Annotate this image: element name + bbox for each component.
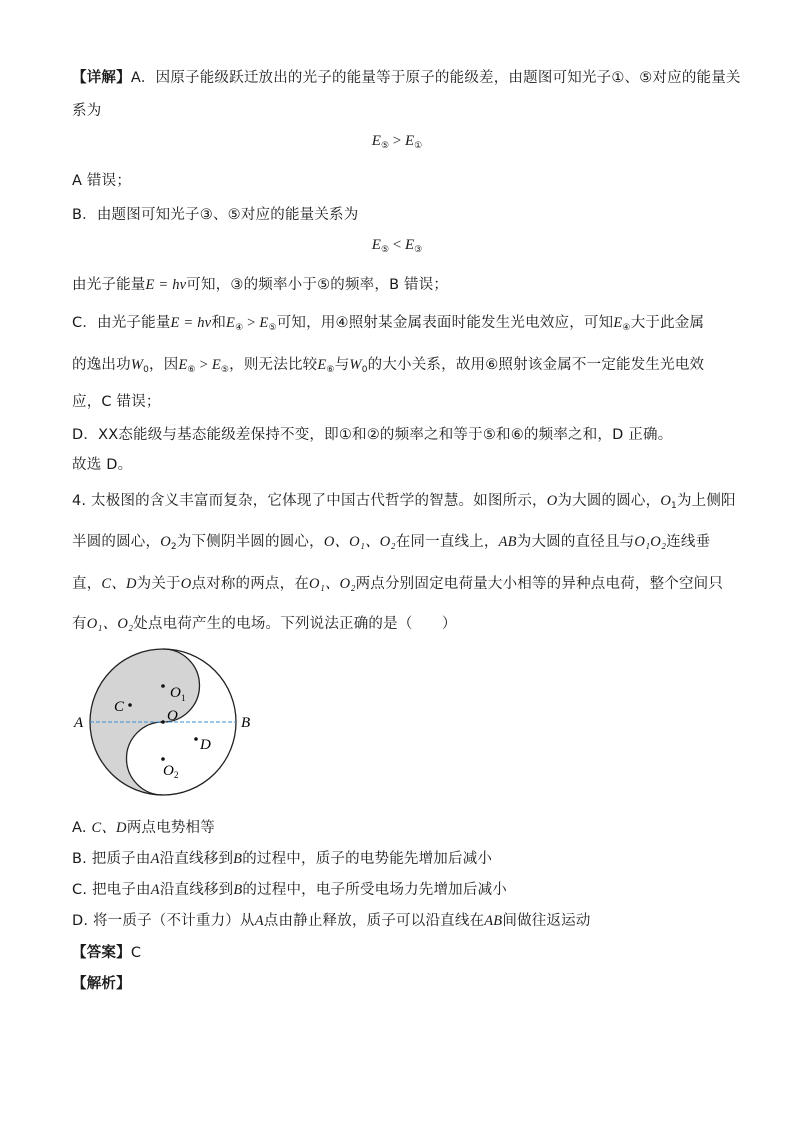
answer-value: C [130, 945, 142, 961]
analysis-line [72, 972, 131, 993]
option-c: C. 把电子由A沿直线移到B的过程中，电子所受电场力先增加后减小 [72, 882, 507, 898]
point-o2 [161, 757, 165, 761]
option-a: A. C、D两点电势相等 [72, 820, 215, 836]
detail-line-d2: 故选 D。 [72, 457, 133, 473]
label-o1-sub: 1 [181, 693, 186, 703]
label-b: B [241, 715, 251, 731]
option-d: D. 将一质子（不计重力）从A点由静止释放，质子可以沿直线在AB间做往返运动 [72, 913, 591, 929]
answer-line [72, 941, 141, 962]
point-o1 [161, 684, 165, 688]
question-line-3: 直，C、D为关于O点对称的两点，在O₁、O₂两点分别固定电荷量大小相等的异种点电荷，整个空间只 [72, 576, 724, 592]
equation-1: $E_⑤ > E_①$ [371, 133, 423, 150]
answer-tag: 【答案】 [72, 945, 131, 961]
option-b: B. 把质子由A沿直线移到B的过程中，质子的电势能先增加后减小 [72, 851, 493, 867]
question-line-4: 有O₁、O₂处点电荷产生的电场。下列说法正确的是（ ） [72, 616, 457, 632]
detail-line-a3: A 错误； [72, 173, 132, 189]
detail-line-a2: 系为 [72, 103, 102, 119]
point-o [161, 720, 165, 724]
point-d [194, 737, 198, 741]
label-o2: O [163, 763, 174, 779]
detail-line-d1: D．XX态能级与基态能级差保持不变，即①和②的频率之和等于⑤和⑥的频率之和，D 正确。 [72, 427, 673, 443]
label-a: A [74, 715, 84, 731]
label-o1: O [170, 685, 181, 701]
label-d: D [200, 737, 211, 753]
label-o2-sub: 2 [174, 770, 179, 780]
detail-line-c2: 的逸出功$W_0$，因$E_⑥ > E_⑤$，则无法比较$E_⑥$与$W_0$的大小关系，故用⑥照射该金属不一定能发生光电效 [72, 357, 705, 375]
equation-2: $E_⑤ < E_③$ [371, 237, 423, 254]
label-o: O [167, 708, 178, 724]
taiji-figure [70, 645, 270, 820]
detail-line-c3: 应，C 错误； [72, 394, 161, 410]
detail-line-a1: 【详解】A．因原子能级跃迁放出的光子的能量等于原子的能级差，由题图可知光子①、⑤对应的能量关 [72, 70, 741, 86]
question-line-1: 4. 太极图的含义丰富而复杂，它体现了中国古代哲学的智慧。如图所示，O为大圆的圆心，$O_1$为上侧阳 [72, 493, 736, 511]
detail-tag: 【详解】 [72, 70, 131, 86]
point-c [128, 703, 132, 707]
detail-line-c1: C．由光子能量E = hν和$E_④ > E_⑤$可知，用④照射某金属表面时能发生光电效应，可知$E_④$大于此金属 [72, 315, 705, 333]
analysis-tag: 【解析】 [72, 976, 131, 992]
label-c: C [114, 699, 125, 715]
detail-line-b2: 由光子能量E = hν可知，③的频率小于⑤的频率，B 错误； [72, 277, 449, 293]
detail-line-b1: B．由题图可知光子③、⑤对应的能量关系为 [72, 207, 359, 223]
question-line-2: 半圆的圆心，$O_2$为下侧阴半圆的圆心，O、O₁、O₂在同一直线上，AB为大圆的直径且与O₁O₂连线垂 [72, 534, 711, 552]
